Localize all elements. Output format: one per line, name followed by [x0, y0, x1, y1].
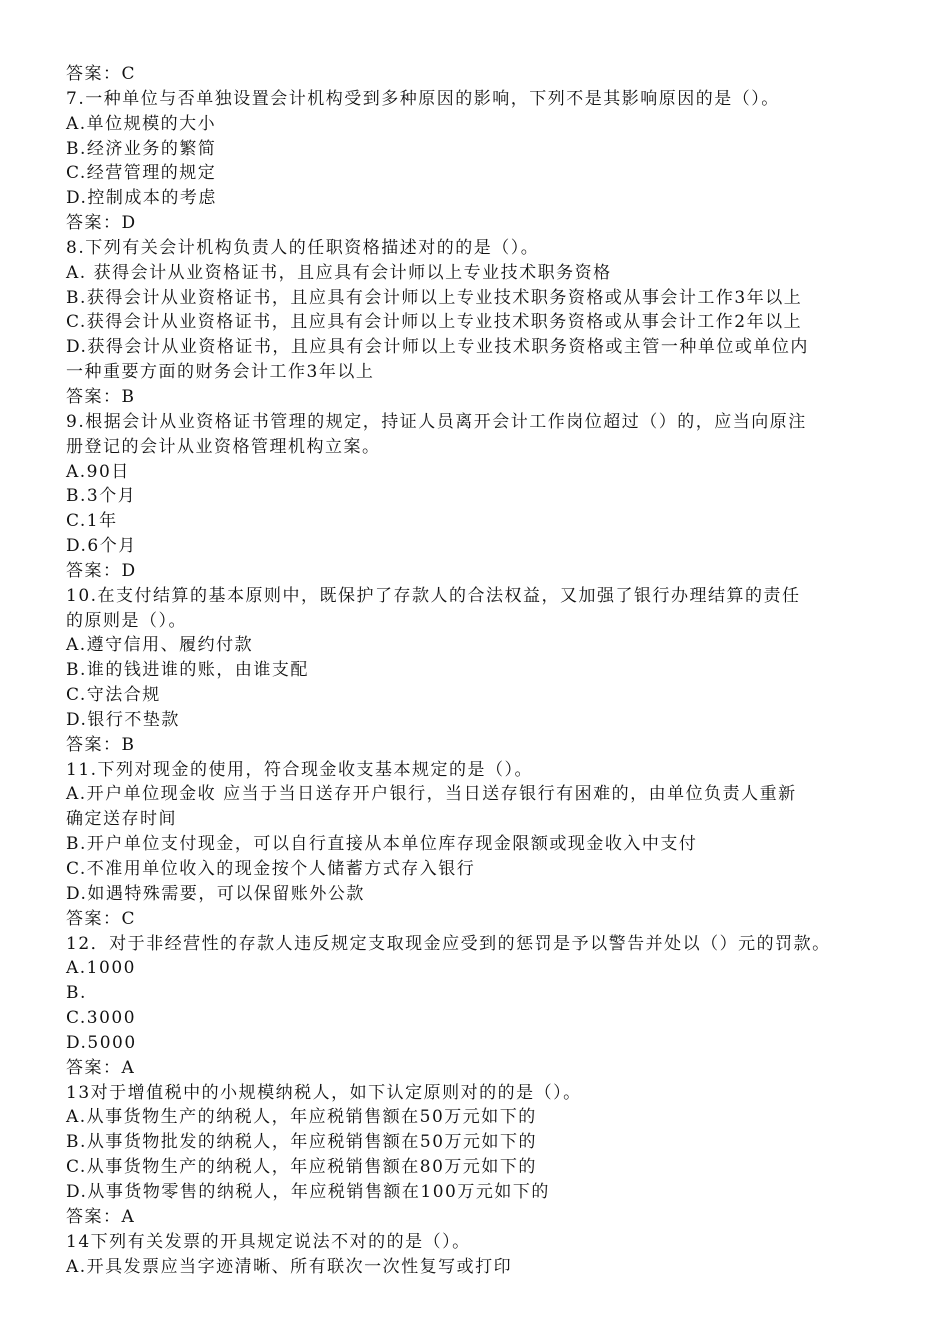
text-line: A.开户单位现金收 应当于当日送存开户银行，当日送存银行有困难的，由单位负责人重新 [66, 784, 797, 805]
text-line: C.1年 [66, 511, 118, 532]
text-line: 13对于增值税中的小规模纳税人，如下认定原则对的的是（）。 [66, 1082, 582, 1103]
text-line: A.1000 [66, 958, 136, 979]
text-line: B.经济业务的繁简 [66, 138, 217, 159]
text-line: B.3个月 [66, 486, 137, 507]
text-line: 答案：A [66, 1206, 136, 1227]
text-line: D.从事货物零售的纳税人，年应税销售额在100万元如下的 [66, 1181, 550, 1202]
text-line: B. [66, 983, 87, 1004]
text-line: 12．对于非经营性的存款人违反规定支取现金应受到的惩罚是予以警告并处以（）元的罚款。 [66, 933, 831, 954]
text-line: 答案：A [66, 1057, 136, 1078]
text-line: 7.一种单位与否单独设置会计机构受到多种原因的影响，下列不是其影响原因的是（）。 [66, 88, 780, 109]
text-line: 的原则是（）。 [66, 610, 187, 631]
text-line: 一种重要方面的财务会计工作3年以上 [66, 362, 375, 383]
text-line: B.谁的钱进谁的账，由谁支配 [66, 660, 309, 681]
text-line: D.控制成本的考虑 [66, 188, 217, 209]
text-line: A.从事货物生产的纳税人，年应税销售额在50万元如下的 [66, 1107, 537, 1128]
text-line: 10.在支付结算的基本原则中，既保护了存款人的合法权益，又加强了银行办理结算的责任 [66, 585, 801, 606]
text-line: 答案：D [66, 560, 137, 581]
text-line: C.从事货物生产的纳税人，年应税销售额在80万元如下的 [66, 1157, 537, 1178]
text-line: C.守法合规 [66, 685, 161, 706]
text-line: 答案：C [66, 64, 137, 84]
text-line: 答案：C [66, 908, 137, 929]
text-line: 11.下列对现金的使用，符合现金收支基本规定的是（）。 [66, 759, 534, 780]
text-line: B.开户单位支付现金，可以自行直接从本单位库存现金限额或现金收入中支付 [66, 834, 698, 855]
text-line: A.遵守信用、履约付款 [66, 635, 254, 656]
text-line: 8.下列有关会计机构负责人的任职资格描述对的的是（）。 [66, 237, 540, 258]
text-line: D.5000 [66, 1032, 137, 1053]
text-line: 答案：B [66, 386, 136, 407]
text-line: D.6个月 [66, 536, 137, 557]
text-line: 册登记的会计从业资格管理机构立案。 [66, 436, 381, 457]
text-line: D.如遇特殊需要，可以保留账外公款 [66, 883, 365, 904]
text-line: A.90日 [66, 461, 130, 482]
text-line: C.经营管理的规定 [66, 163, 217, 184]
text-line: C.不准用单位收入的现金按个人储蓄方式存入银行 [66, 859, 476, 879]
text-line: A.单位规模的大小 [66, 113, 217, 134]
text-line: 确定送存时间 [66, 809, 177, 830]
text-line: D.银行不垫款 [66, 709, 180, 730]
text-line: 答案：D [66, 213, 137, 234]
text-line: C.获得会计从业资格证书，且应具有会计师以上专业技术职务资格或从事会计工作2年以上 [66, 312, 803, 333]
text-line: 14下列有关发票的开具规定说法不对的的是（）。 [66, 1231, 471, 1252]
text-line: B.获得会计从业资格证书，且应具有会计师以上专业技术职务资格或从事会计工作3年以上 [66, 287, 803, 308]
text-line: 答案：B [66, 734, 136, 755]
text-line: 9.根据会计从业资格证书管理的规定，持证人员离开会计工作岗位超过（）的，应当向原注 [66, 411, 807, 432]
text-line: A.开具发票应当字迹清晰、所有联次一次性复写或打印 [66, 1256, 513, 1277]
text-line: C.3000 [66, 1008, 137, 1029]
text-line: D.获得会计从业资格证书，且应具有会计师以上专业技术职务资格或主管一种单位或单位内 [66, 337, 809, 358]
text-line: A. 获得会计从业资格证书，且应具有会计师以上专业技术职务资格 [66, 262, 612, 283]
document-page [66, 62, 906, 1279]
text-line: B.从事货物批发的纳税人，年应税销售额在50万元如下的 [66, 1132, 538, 1153]
